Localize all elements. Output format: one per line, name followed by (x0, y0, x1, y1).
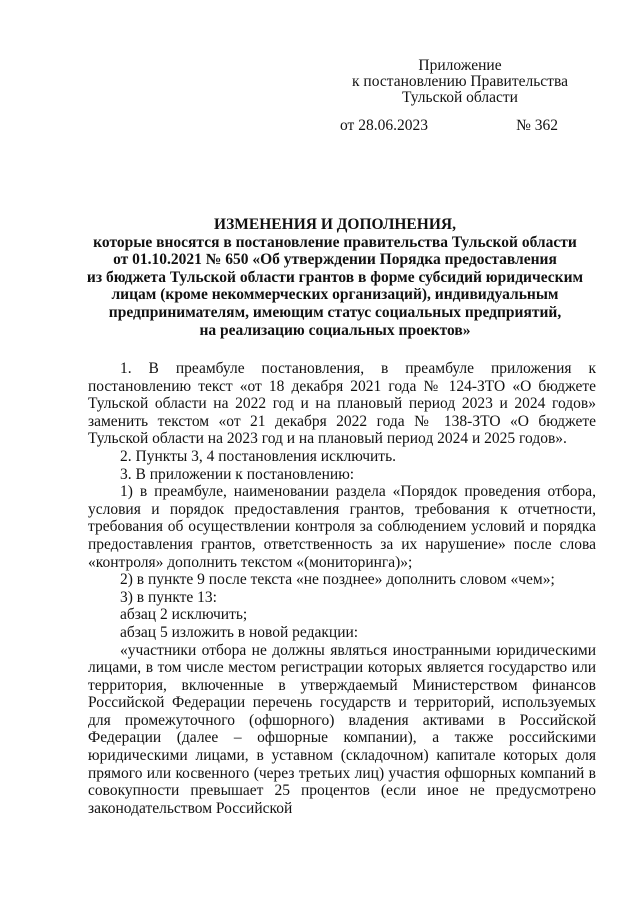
paragraph: абзац 2 исключить; (120, 606, 248, 624)
paragraph: 3) в пункте 13: (120, 588, 217, 606)
paragraph: 1. В преамбуле постановления, в преамбуле приложения к постановлению текст «от 18 декабря 2021 года № 124-ЗТО «О бюджете Тульской области на 2022 год и на плановый период 2023 и 2024 годов» заменить текстом «от 21 декабря 2022 года № 138-ЗТО «О бюджете Тульской области на 2023 год и на плановый период 2024 и 2025 годов». (88, 360, 596, 448)
appendix-label: Приложение (418, 57, 502, 74)
paragraph: 3. В приложении к постановлению: (120, 465, 355, 483)
paragraph: абзац 5 изложить в новой редакции: (120, 623, 359, 641)
title-line: предпринимателям, имеющим статус социальных предприятий, (108, 303, 562, 321)
title-line: лицам (кроме некоммерческих организаций), индивидуальным (111, 286, 559, 304)
paragraph: 2) в пункте 9 после текста «не позднее» дополнить словом «чем»; (120, 571, 555, 589)
document-title (72, 216, 598, 339)
document-body (88, 360, 596, 817)
paragraph: «участники отбора не должны являться иностранными юридическими лицами, в том числе местом регистрации которых является государство или территория, включенные в утверждаемый Министерством финансов Российской Федерации перечень государств и территорий, используемых для промежуточного (офшорного) владения активами в Российской Федерации (далее – офшорные компании), а также российскими юридическими лицами, в уставном (складочном) капитале которых доля прямого или косвенного (через третьих лиц) участия офшорных компаний в совокупности превышает 25 процентов (если иное не предусмотрено законодательством Российской (88, 641, 596, 817)
appendix-header (330, 58, 590, 106)
resolution-number: № 362 (516, 117, 558, 134)
paragraph: 1) в преамбуле, наименовании раздела «Порядок проведения отбора, условия и порядок предоставления грантов, требования к отчетности, требования об осуществлении контроля за соблюдением условий и порядка предоставления грантов, ответственность за их нарушение» после слова «контроля» дополнить текстом «(мониторинга)»; (88, 483, 596, 571)
title-heading: ИЗМЕНЕНИЯ И ДОПОЛНЕНИЯ, (214, 216, 456, 233)
title-line: на реализацию социальных проектов» (199, 321, 471, 339)
title-line: от 01.10.2021 № 650 «Об утверждении Порядка предоставления (113, 251, 557, 269)
appendix-region: Тульской области (402, 89, 518, 106)
title-line: которые вносятся в постановление правительства Тульской области (93, 233, 577, 251)
paragraph: 2. Пункты 3, 4 постановления исключить. (120, 447, 397, 465)
date-number-line (340, 117, 560, 134)
appendix-resolution-ref: к постановлению Правительства (352, 73, 568, 90)
title-line: из бюджета Тульской области грантов в форме субсидий юридическим (86, 268, 584, 286)
resolution-date: от 28.06.2023 (340, 117, 428, 134)
